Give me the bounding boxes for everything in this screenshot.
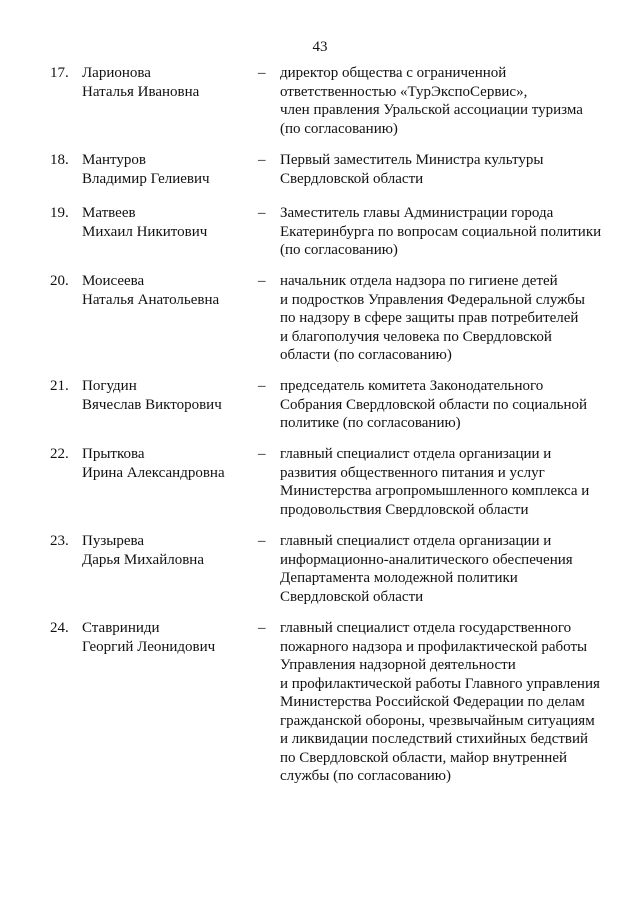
member-given-names: Вячеслав Викторович <box>82 396 222 413</box>
separator-dash: – <box>258 446 266 462</box>
position-line: директор общества с ограниченной <box>280 65 507 81</box>
position-line: и ликвидации последствий стихийных бедствий <box>280 731 589 747</box>
member-surname: Моисеева <box>82 273 145 289</box>
entry-number: 19. <box>50 205 69 221</box>
position-line: Министерства Российской Федерации по делам <box>280 694 585 710</box>
member-name <box>82 532 252 569</box>
position-line: Свердловской области <box>280 170 424 187</box>
member-position <box>280 64 625 138</box>
member-name <box>82 151 252 188</box>
member-surname: Прыткова <box>82 446 145 462</box>
position-line: Министерства агропромышленного комплекса и <box>280 483 590 499</box>
separator-dash: – <box>258 533 266 549</box>
entry-number: 22. <box>50 446 69 462</box>
position-line: Заместитель главы Администрации города <box>280 205 554 221</box>
separator-dash: – <box>258 273 266 289</box>
entry-number: 17. <box>50 65 69 81</box>
member-given-names: Ирина Александровна <box>82 464 225 481</box>
position-line: Екатеринбурга по вопросам социальной политики <box>280 223 602 240</box>
position-line: председатель комитета Законодательного <box>280 378 544 394</box>
position-line: главный специалист отдела организации и <box>280 533 552 549</box>
position-line: области (по согласованию) <box>280 347 452 363</box>
position-line: и профилактической работы Главного управления <box>280 675 600 692</box>
member-surname: Пузырева <box>82 533 145 549</box>
position-line: гражданской обороны, чрезвычайным ситуациям <box>280 712 595 729</box>
member-given-names: Георгий Леонидович <box>82 638 216 655</box>
position-line: и подростков Управления Федеральной службы <box>280 291 586 308</box>
member-surname: Ларионова <box>82 65 151 81</box>
member-position <box>280 204 625 260</box>
member-given-names: Наталья Ивановна <box>82 83 200 100</box>
member-position <box>280 445 625 519</box>
position-line: Свердловской области <box>280 588 424 605</box>
position-line: (по согласованию) <box>280 242 398 258</box>
page-number: 43 <box>312 39 328 55</box>
separator-dash: – <box>258 65 266 81</box>
position-line: член правления Уральской ассоциации туризма <box>280 102 583 118</box>
member-name <box>82 204 252 241</box>
position-line: службы (по согласованию) <box>280 768 451 784</box>
position-line: ответственностью «ТурЭкспоСервис», <box>280 83 528 100</box>
member-name <box>82 619 252 656</box>
position-line: по Свердловской области, майор внутренней <box>280 749 568 766</box>
member-surname: Матвеев <box>82 205 136 221</box>
separator-dash: – <box>258 378 266 394</box>
position-line: начальник отдела надзора по гигиене детей <box>280 273 558 289</box>
member-name <box>82 64 252 101</box>
entry-number: 21. <box>50 378 69 394</box>
separator-dash: – <box>258 620 266 636</box>
position-line: Собрания Свердловской области по социальной <box>280 396 588 413</box>
position-line: главный специалист отдела государственного <box>280 620 572 636</box>
member-position <box>280 151 625 188</box>
position-line: Первый заместитель Министра культуры <box>280 152 544 168</box>
position-line: (по согласованию) <box>280 120 398 137</box>
member-given-names: Михаил Никитович <box>82 223 208 240</box>
position-line: политике (по согласованию) <box>280 415 461 431</box>
entry-number: 18. <box>50 152 69 168</box>
separator-dash: – <box>258 205 266 221</box>
member-surname: Ставриниди <box>82 620 160 636</box>
entry-number: 20. <box>50 273 69 289</box>
position-line: и благополучия человека по Свердловской <box>280 328 552 345</box>
member-name <box>82 272 252 309</box>
member-name <box>82 445 252 482</box>
member-given-names: Наталья Анатольевна <box>82 291 220 308</box>
position-line: главный специалист отдела организации и <box>280 446 552 462</box>
member-given-names: Владимир Гелиевич <box>82 170 210 187</box>
member-surname: Погудин <box>82 378 137 394</box>
member-given-names: Дарья Михайловна <box>82 551 204 568</box>
member-name <box>82 377 252 414</box>
position-line: информационно-аналитического обеспечения <box>280 551 573 568</box>
member-surname: Мантуров <box>82 152 146 168</box>
member-position <box>280 377 625 433</box>
entry-number: 23. <box>50 533 69 549</box>
member-position <box>280 619 625 786</box>
position-line: Департамента молодежной политики <box>280 570 518 586</box>
member-position <box>280 272 625 365</box>
member-position <box>280 532 625 606</box>
separator-dash: – <box>258 152 266 168</box>
position-line: развития общественного питания и услуг <box>280 464 545 481</box>
position-line: продовольствия Свердловской области <box>280 501 529 518</box>
position-line: по надзору в сфере защиты прав потребителей <box>280 310 579 326</box>
position-line: Управления надзорной деятельности <box>280 657 516 673</box>
entry-number: 24. <box>50 620 69 636</box>
position-line: пожарного надзора и профилактической работы <box>280 638 588 655</box>
